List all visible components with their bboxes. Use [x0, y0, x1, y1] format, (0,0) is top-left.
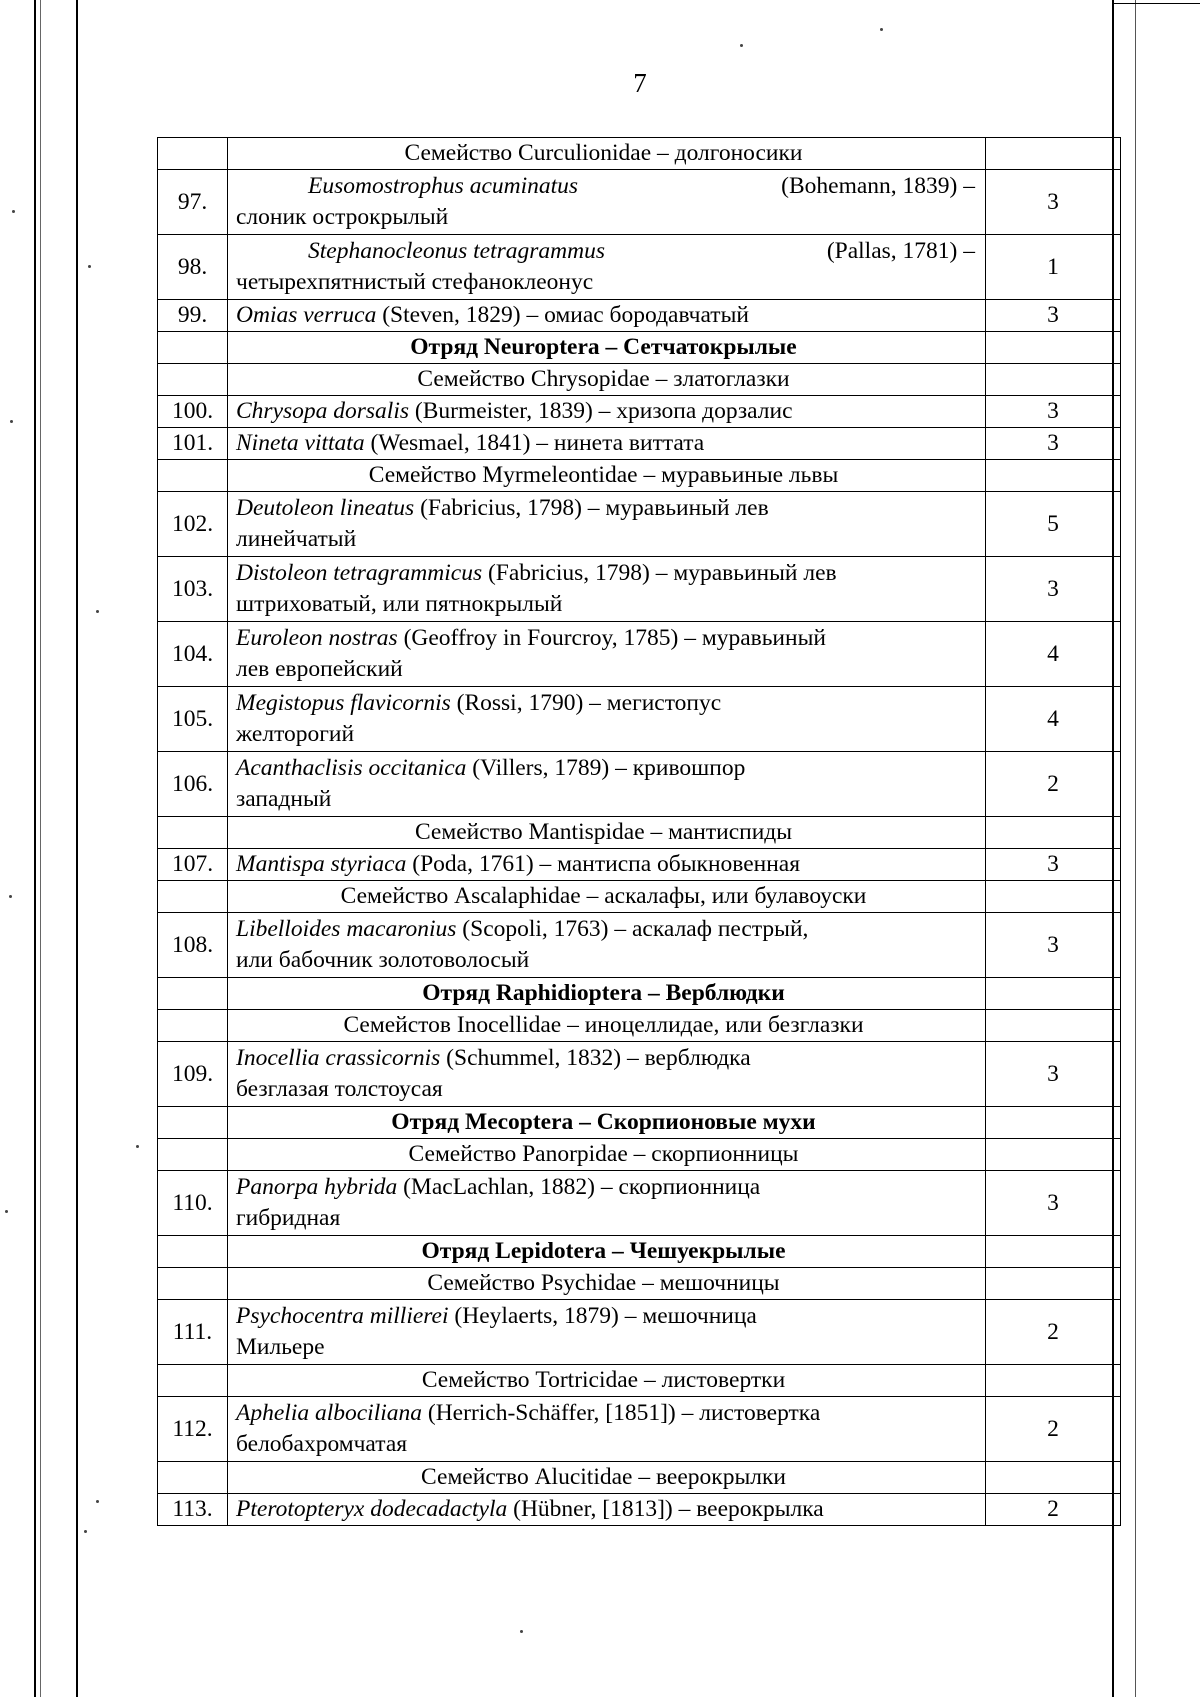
- count-cell: [986, 1268, 1121, 1300]
- species-line: [236, 914, 979, 945]
- row-number: [158, 138, 228, 170]
- order-row: [158, 332, 1121, 364]
- species-line-continued: линейчатый: [236, 526, 357, 552]
- species-row: [158, 235, 1121, 300]
- family-row: [158, 1462, 1121, 1494]
- species-description: [228, 1397, 986, 1462]
- species-line-continued: четырехпятнистый стефаноклеонус: [236, 269, 594, 295]
- species-description: [228, 687, 986, 752]
- latin-name: Pterotopteryx dodecadactyla: [236, 1496, 508, 1522]
- row-number: 111.: [158, 1300, 228, 1365]
- author-and-common-name: (Burmeister, 1839) – хризопа дорзалис: [409, 398, 793, 424]
- author-and-common-name: (Rossi, 1790) – мегистопус: [450, 690, 722, 716]
- row-number: [158, 1010, 228, 1042]
- page-number: 7: [633, 68, 647, 98]
- row-number: [158, 364, 228, 396]
- count-cell: 2: [986, 752, 1121, 817]
- species-row: [158, 1397, 1121, 1462]
- author-and-common-name: (Wesmael, 1841) – нинета виттата: [364, 430, 705, 456]
- order-heading: Отряд Mecoptera – Скорпионовые мухи: [228, 1107, 986, 1139]
- author-and-common-name: (Poda, 1761) – мантиспа обыкновенная: [406, 851, 801, 877]
- count-cell: 2: [986, 1300, 1121, 1365]
- count-cell: [986, 881, 1121, 913]
- species-row: [158, 300, 1121, 332]
- count-cell: [986, 460, 1121, 492]
- species-line: [236, 493, 979, 524]
- author-and-common-name: (Geoffroy in Fourcroy, 1785) – муравьиный: [397, 625, 826, 651]
- species-description: [228, 752, 986, 817]
- row-number: [158, 1365, 228, 1397]
- family-row: [158, 881, 1121, 913]
- species-description: [228, 557, 986, 622]
- family-heading: Семейство Chrysopidae – златоглазки: [228, 364, 986, 396]
- species-line: [236, 236, 979, 267]
- species-line: [236, 396, 979, 427]
- count-cell: [986, 1010, 1121, 1042]
- species-line: [236, 623, 979, 654]
- species-description: [228, 300, 986, 332]
- count-cell: 5: [986, 492, 1121, 557]
- scan-edge-line: [1135, 0, 1136, 1697]
- row-number: [158, 1236, 228, 1268]
- author-and-common-name: (Schummel, 1832) – верблюдка: [440, 1045, 751, 1071]
- row-number: [158, 460, 228, 492]
- species-row: [158, 913, 1121, 978]
- species-row: [158, 687, 1121, 752]
- species-description: [228, 396, 986, 428]
- species-row: [158, 557, 1121, 622]
- family-row: [158, 138, 1121, 170]
- count-cell: [986, 332, 1121, 364]
- count-cell: 2: [986, 1494, 1121, 1526]
- author-and-common-name: (Fabricius, 1798) – муравьиный лев: [482, 560, 837, 586]
- species-line-continued: или бабочник золотоволосый: [236, 947, 530, 973]
- order-heading: Отряд Lepidotera – Чешуекрылые: [228, 1236, 986, 1268]
- family-heading: Семейство Mantispidae – мантиспиды: [228, 817, 986, 849]
- species-line: [236, 1043, 979, 1074]
- family-row: [158, 460, 1121, 492]
- species-row: [158, 622, 1121, 687]
- species-description: [228, 622, 986, 687]
- count-cell: 3: [986, 913, 1121, 978]
- count-cell: [986, 364, 1121, 396]
- scan-speckle: [880, 28, 883, 31]
- row-number: [158, 1107, 228, 1139]
- species-description: [228, 235, 986, 300]
- species-line-continued: желторогий: [236, 721, 355, 747]
- family-heading: Семейство Curculionidae – долгоносики: [228, 138, 986, 170]
- family-heading: Семейство Ascalaphidae – аскалафы, или булавоуски: [228, 881, 986, 913]
- species-line: [236, 1494, 979, 1525]
- species-row: [158, 428, 1121, 460]
- species-row: [158, 849, 1121, 881]
- family-heading: Семейство Tortricidae – листовертки: [228, 1365, 986, 1397]
- count-cell: 3: [986, 396, 1121, 428]
- author-and-common-name: (Pallas, 1781) –: [820, 238, 975, 264]
- row-number: 103.: [158, 557, 228, 622]
- row-number: 110.: [158, 1171, 228, 1236]
- row-number: 106.: [158, 752, 228, 817]
- species-table: [157, 137, 1121, 1526]
- scan-speckle: [9, 895, 12, 898]
- row-number: 101.: [158, 428, 228, 460]
- count-cell: 3: [986, 1171, 1121, 1236]
- row-number: 105.: [158, 687, 228, 752]
- species-line: [236, 171, 979, 202]
- row-number: 102.: [158, 492, 228, 557]
- latin-name: Deutoleon lineatus: [236, 495, 415, 521]
- family-row: [158, 364, 1121, 396]
- species-line-continued: гибридная: [236, 1205, 341, 1231]
- species-row: [158, 1494, 1121, 1526]
- order-row: [158, 1107, 1121, 1139]
- species-description: [228, 170, 986, 235]
- scan-speckle: [96, 1500, 99, 1503]
- latin-name: Inocellia crassicornis: [236, 1045, 441, 1071]
- scan-speckle: [740, 44, 743, 47]
- author-and-common-name: (MacLachlan, 1882) – скорпионница: [397, 1174, 761, 1200]
- count-cell: 3: [986, 557, 1121, 622]
- author-and-common-name: (Heylaerts, 1879) – мешочница: [448, 1303, 757, 1329]
- row-number: 112.: [158, 1397, 228, 1462]
- species-line-continued: лев европейский: [236, 656, 403, 682]
- latin-name: Stephanocleonus tetragrammus: [308, 238, 605, 264]
- row-number: [158, 817, 228, 849]
- species-line-continued: безглазая толстоусая: [236, 1076, 443, 1102]
- species-description: [228, 492, 986, 557]
- species-line: [236, 558, 979, 589]
- scan-speckle: [520, 1630, 523, 1633]
- row-number: [158, 978, 228, 1010]
- count-cell: 3: [986, 428, 1121, 460]
- author-and-common-name: (Steven, 1829) – омиас бородавчатый: [376, 302, 749, 328]
- species-description: [228, 913, 986, 978]
- family-row: [158, 1010, 1121, 1042]
- scan-edge-line: [76, 0, 78, 1697]
- species-description: [228, 1042, 986, 1107]
- latin-name: Acanthaclisis occitanica: [236, 755, 467, 781]
- count-cell: [986, 978, 1121, 1010]
- species-description: [228, 1171, 986, 1236]
- species-line: [236, 300, 979, 331]
- row-number: 99.: [158, 300, 228, 332]
- order-heading: Отряд Neuroptera – Сетчатокрылые: [228, 332, 986, 364]
- row-number: 113.: [158, 1494, 228, 1526]
- count-cell: 1: [986, 235, 1121, 300]
- family-heading: Семейство Psychidae – мешочницы: [228, 1268, 986, 1300]
- scan-edge-line: [40, 0, 41, 1697]
- scan-speckle: [88, 265, 91, 268]
- latin-name: Psychocentra millierei: [236, 1303, 449, 1329]
- row-number: 108.: [158, 913, 228, 978]
- species-row: [158, 752, 1121, 817]
- count-cell: 3: [986, 300, 1121, 332]
- author-and-common-name: (Fabricius, 1798) – муравьиный лев: [414, 495, 769, 521]
- scan-edge-line: [34, 0, 36, 1697]
- species-row: [158, 396, 1121, 428]
- species-line: [236, 688, 979, 719]
- family-heading: Семейство Panorpidae – скорпионницы: [228, 1139, 986, 1171]
- scan-edge-line: [1113, 3, 1200, 4]
- count-cell: [986, 1365, 1121, 1397]
- species-description: [228, 1494, 986, 1526]
- count-cell: 3: [986, 849, 1121, 881]
- count-cell: [986, 1236, 1121, 1268]
- family-row: [158, 817, 1121, 849]
- latin-name: Aphelia albociliana: [236, 1400, 423, 1426]
- row-number: 107.: [158, 849, 228, 881]
- species-row: [158, 1042, 1121, 1107]
- count-cell: 2: [986, 1397, 1121, 1462]
- row-number: 98.: [158, 235, 228, 300]
- row-number: 104.: [158, 622, 228, 687]
- count-cell: [986, 1107, 1121, 1139]
- species-line: [236, 428, 979, 459]
- row-number: [158, 881, 228, 913]
- row-number: 100.: [158, 396, 228, 428]
- latin-name: Chrysopa dorsalis: [236, 398, 410, 424]
- row-number: 97.: [158, 170, 228, 235]
- author-and-common-name: (Villers, 1789) – кривошпор: [466, 755, 746, 781]
- author-and-common-name: (Scopoli, 1763) – аскалаф пестрый,: [456, 916, 809, 942]
- family-row: [158, 1365, 1121, 1397]
- species-row: [158, 492, 1121, 557]
- count-cell: [986, 1139, 1121, 1171]
- species-description: [228, 1300, 986, 1365]
- latin-name: Mantispa styriaca: [236, 851, 407, 877]
- family-heading: Семейство Myrmeleontidae – муравьиные львы: [228, 460, 986, 492]
- species-row: [158, 1300, 1121, 1365]
- family-row: [158, 1268, 1121, 1300]
- count-cell: 3: [986, 170, 1121, 235]
- row-number: [158, 1268, 228, 1300]
- latin-name: Megistopus flavicornis: [236, 690, 451, 716]
- family-heading: Семейство Alucitidae – веерокрылки: [228, 1462, 986, 1494]
- latin-name: Omias verruca: [236, 302, 377, 328]
- count-cell: [986, 1462, 1121, 1494]
- latin-name: Panorpa hybrida: [236, 1174, 398, 1200]
- species-line: [236, 1301, 979, 1332]
- latin-name: Euroleon nostras: [236, 625, 398, 651]
- latin-name: Nineta vittata: [236, 430, 365, 456]
- scan-speckle: [84, 1530, 87, 1533]
- count-cell: [986, 138, 1121, 170]
- species-line: [236, 753, 979, 784]
- species-description: [228, 428, 986, 460]
- latin-name: Distoleon tetragrammicus: [236, 560, 483, 586]
- row-number: [158, 332, 228, 364]
- scan-speckle: [10, 420, 13, 423]
- latin-name: Eusomostrophus acuminatus: [308, 173, 579, 199]
- order-heading: Отряд Raphidioptera – Верблюдки: [228, 978, 986, 1010]
- author-and-common-name: (Herrich-Schäffer, [1851]) – листовертка: [422, 1400, 821, 1426]
- scan-speckle: [96, 610, 99, 613]
- row-number: [158, 1462, 228, 1494]
- order-row: [158, 1236, 1121, 1268]
- count-cell: 3: [986, 1042, 1121, 1107]
- species-description: [228, 849, 986, 881]
- row-number: 109.: [158, 1042, 228, 1107]
- species-row: [158, 1171, 1121, 1236]
- species-line: [236, 1172, 979, 1203]
- scan-speckle: [136, 1145, 139, 1148]
- count-cell: 4: [986, 622, 1121, 687]
- species-line-continued: западный: [236, 786, 332, 812]
- species-line-continued: слоник острокрылый: [236, 204, 449, 230]
- author-and-common-name: (Bohemann, 1839) –: [775, 173, 975, 199]
- species-line-continued: Мильере: [236, 1334, 325, 1360]
- author-and-common-name: (Hübner, [1813]) – веерокрылка: [507, 1496, 824, 1522]
- species-line-continued: белобахромчатая: [236, 1431, 408, 1457]
- species-line: [236, 1398, 979, 1429]
- count-cell: [986, 817, 1121, 849]
- family-heading: Семейстов Inocellidae – иноцеллидае, или безглазки: [228, 1010, 986, 1042]
- count-cell: 4: [986, 687, 1121, 752]
- row-number: [158, 1139, 228, 1171]
- species-row: [158, 170, 1121, 235]
- family-row: [158, 1139, 1121, 1171]
- order-row: [158, 978, 1121, 1010]
- scan-speckle: [5, 1210, 8, 1213]
- species-line-continued: штриховатый, или пятнокрылый: [236, 591, 563, 617]
- scan-speckle: [12, 210, 15, 213]
- latin-name: Libelloides macaronius: [236, 916, 457, 942]
- species-line: [236, 849, 979, 880]
